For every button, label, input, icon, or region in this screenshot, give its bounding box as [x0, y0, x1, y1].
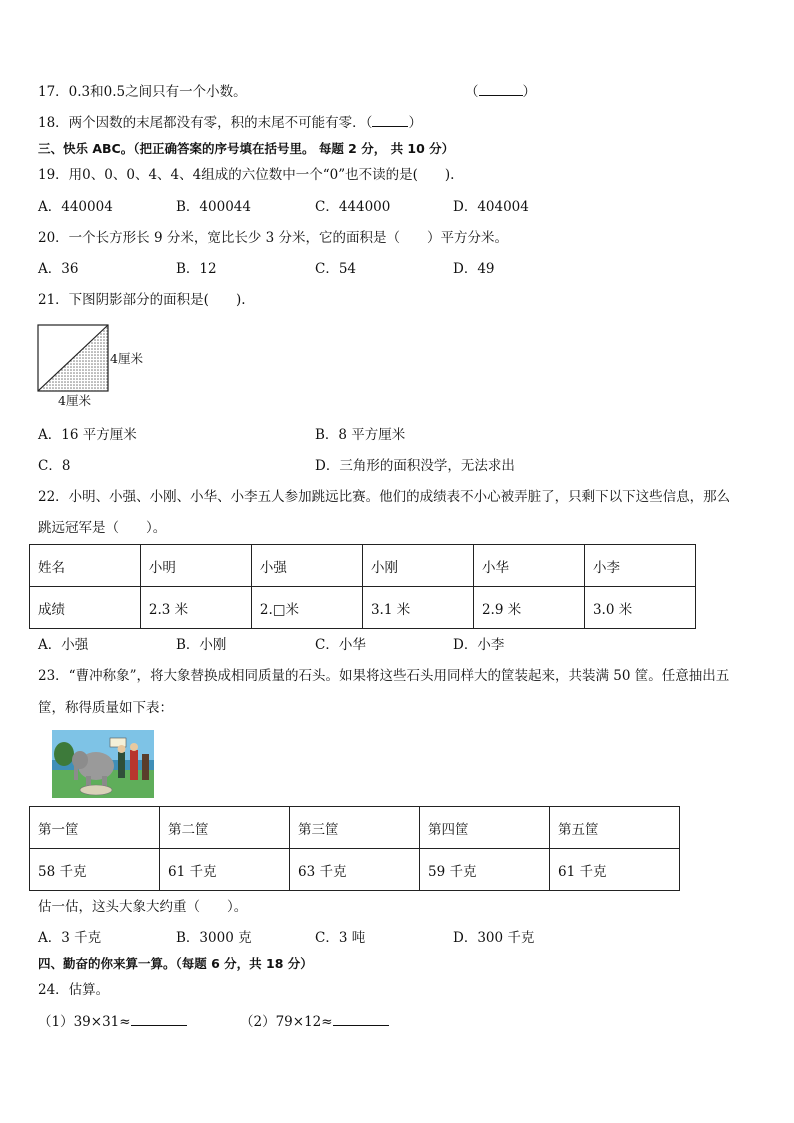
q20-option-b[interactable]: B．12: [176, 261, 217, 277]
q24-text: 24．估算。: [38, 982, 110, 998]
table-row: [30, 849, 680, 891]
table-row: [30, 545, 696, 587]
official-head: [118, 745, 126, 753]
q17-answer-blank[interactable]: [479, 83, 523, 96]
table-cell: 小华: [473, 545, 584, 587]
q24-item-1-label: （1）39×31≈: [38, 1014, 131, 1030]
q20-option-a[interactable]: A．36: [38, 261, 79, 277]
q24-item-2-blank[interactable]: [333, 1013, 389, 1026]
q22-text-line1: 22．小明、小强、小刚、小华、小李五人参加跳远比赛。他们的成绩表不小心被弄脏了，只剩下以下这些信息，那么: [38, 489, 731, 505]
q24-item-2: [240, 1013, 389, 1031]
q22-option-d[interactable]: D．小李: [453, 637, 505, 653]
official-figure: [118, 752, 125, 778]
q17-text: 17．0.3和0.5之间只有一个小数。: [38, 84, 247, 100]
q22-text-line2: 跳远冠军是（ ）。: [38, 520, 167, 536]
q24-item-1-blank[interactable]: [131, 1013, 187, 1026]
q21-bottom-label: 4厘米: [58, 393, 91, 408]
q20-text: 20．一个长方形长 9 分米，宽比长少 3 分米，它的面积是（ ）平方分米。: [38, 230, 509, 246]
q23-option-a[interactable]: A．3 千克: [38, 930, 102, 946]
table-cell: 成绩: [30, 587, 141, 629]
q19-text: 19．用0、0、0、4、4、4组成的六位数中一个“0”也不读的是( ).: [38, 167, 455, 183]
table-row: [30, 807, 680, 849]
table-cell: 2.□米: [251, 587, 362, 629]
table-cell: 第二筐: [160, 807, 290, 849]
tree: [54, 742, 74, 766]
q19-option-a[interactable]: A．440004: [38, 199, 113, 215]
table-cell: 2.9 米: [473, 587, 584, 629]
table-row: [30, 587, 696, 629]
table-cell: 58 千克: [30, 849, 160, 891]
table-cell: 小李: [584, 545, 695, 587]
q23-question: 估一估，这头大象大约重（ ）。: [38, 899, 248, 915]
q21-square-figure: [37, 324, 109, 392]
q23-option-b[interactable]: B．3000 克: [176, 930, 252, 946]
table-cell: 第三筐: [290, 807, 420, 849]
q23-basket-table: [29, 806, 680, 891]
elephant-leg: [86, 776, 91, 786]
q23-text-line1: 23．“曹冲称象”，将大象替换成相同质量的石头。如果将这些石头用同样大的筐装起来，共装满 50 筐。任意抽出五: [38, 668, 730, 684]
q23-option-c[interactable]: C．3 吨: [315, 930, 366, 946]
table-cell: 小强: [251, 545, 362, 587]
official-head: [130, 743, 138, 751]
q19-option-b[interactable]: B．400044: [176, 199, 251, 215]
cao-chong-elephant-illustration: [52, 730, 154, 798]
q22-score-table: [29, 544, 696, 629]
q22-option-c[interactable]: C．小华: [315, 637, 366, 653]
q24-item-2-label: （2）79×12≈: [240, 1014, 333, 1030]
table-cell: 59 千克: [420, 849, 550, 891]
section-3-title: 三、快乐 ABC。（把正确答案的序号填在括号里。 每题 2 分， 共 10 分）: [38, 141, 455, 156]
q23-option-d[interactable]: D．300 千克: [453, 930, 535, 946]
q18-question: 18．两个因数的末尾都没有零，积的末尾不可能有零．（: [38, 115, 373, 131]
paren-close: ）: [522, 84, 536, 100]
table-cell: 63 千克: [290, 849, 420, 891]
q18-answer-blank[interactable]: [372, 114, 408, 127]
q21-option-a[interactable]: A．16 平方厘米: [38, 427, 137, 443]
q21-text: 21．下图阴影部分的面积是( ).: [38, 292, 246, 308]
q24-item-1: [38, 1013, 187, 1031]
paren-open: （: [465, 84, 479, 100]
q19-option-d[interactable]: D．404004: [453, 199, 529, 215]
q23-text-line2: 筐，称得质量如下表：: [38, 700, 173, 716]
q20-option-d[interactable]: D．49: [453, 261, 495, 277]
table-cell: 小刚: [362, 545, 473, 587]
q21-option-c[interactable]: C．8: [38, 458, 71, 474]
stone-basket: [80, 785, 112, 795]
elephant-leg: [102, 776, 107, 786]
elephant-trunk: [74, 764, 78, 780]
q19-option-c[interactable]: C．444000: [315, 199, 391, 215]
table-cell: 第五筐: [550, 807, 680, 849]
q22-option-a[interactable]: A．小强: [38, 637, 89, 653]
paren-close: ）: [408, 115, 422, 131]
q17-answer-paren: [465, 83, 536, 101]
q22-option-b[interactable]: B．小刚: [176, 637, 227, 653]
q18-text: [38, 114, 422, 132]
table-cell: 3.1 米: [362, 587, 473, 629]
table-cell: 姓名: [30, 545, 141, 587]
q21-option-d[interactable]: D．三角形的面积没学，无法求出: [315, 458, 515, 474]
table-cell: 第四筐: [420, 807, 550, 849]
table-cell: 61 千克: [550, 849, 680, 891]
official-figure: [130, 750, 138, 780]
table-cell: 61 千克: [160, 849, 290, 891]
table-cell: 小明: [140, 545, 251, 587]
q20-option-c[interactable]: C．54: [315, 261, 357, 277]
section-4-title: 四、勤奋的你来算一算。（每题 6 分，共 18 分）: [38, 956, 313, 971]
table-cell: 3.0 米: [584, 587, 695, 629]
q21-right-label: 4厘米: [110, 351, 143, 366]
official-figure: [142, 754, 149, 780]
table-cell: 2.3 米: [140, 587, 251, 629]
table-cell: 第一筐: [30, 807, 160, 849]
q21-option-b[interactable]: B．8 平方厘米: [315, 427, 406, 443]
